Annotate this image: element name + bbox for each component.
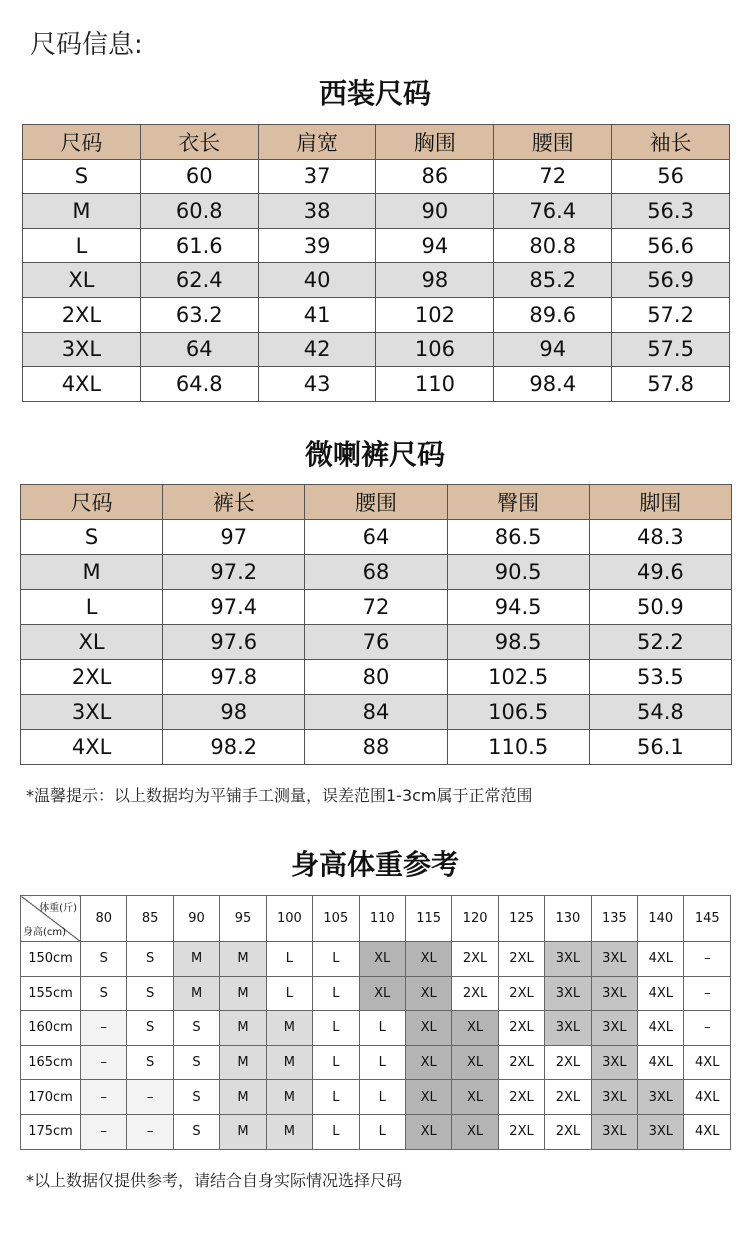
table-row (21, 660, 732, 695)
size-label-cell: S (23, 159, 141, 194)
height-axis-label: 身高(cm) (23, 927, 67, 938)
measurement-cell: 97 (163, 520, 305, 555)
table-row (21, 1045, 731, 1080)
measurement-note: *温馨提示：以上数据均为平铺手工测量，误差范围1-3cm属于正常范围 (26, 786, 533, 805)
recommended-size-cell: M (173, 976, 219, 1011)
measurement-cell: 40 (258, 263, 376, 298)
measurement-cell: 43 (258, 367, 376, 402)
size-label-cell: 4XL (21, 730, 163, 765)
recommended-size-cell: XL (405, 1045, 451, 1080)
size-label-cell: M (21, 555, 163, 590)
table-row (21, 1114, 731, 1149)
measurement-cell: 110 (376, 367, 494, 402)
corner-header-cell (21, 896, 81, 942)
height-row-label: 165cm (21, 1045, 81, 1080)
recommended-size-cell: 3XL (545, 1011, 591, 1046)
recommended-size-cell: M (266, 1045, 312, 1080)
measurement-cell: 61.6 (140, 228, 258, 263)
table-row (21, 1011, 731, 1046)
recommended-size-cell: M (266, 1080, 312, 1115)
height-row-label: 150cm (21, 942, 81, 977)
recommended-size-cell: 3XL (545, 942, 591, 977)
recommended-size-cell: S (173, 1045, 219, 1080)
measurement-cell: 97.8 (163, 660, 305, 695)
recommended-size-cell: XL (405, 1114, 451, 1149)
measurement-cell: 94 (376, 228, 494, 263)
measurement-cell: 41 (258, 297, 376, 332)
size-label-cell: L (21, 590, 163, 625)
recommended-size-cell: – (684, 1011, 731, 1046)
measurement-cell: 98.4 (494, 367, 612, 402)
measurement-cell: 94 (494, 332, 612, 367)
measurement-cell: 98.2 (163, 730, 305, 765)
recommended-size-cell: L (359, 1080, 405, 1115)
recommended-size-cell: L (313, 1114, 359, 1149)
reference-title: 身高体重参考 (290, 848, 459, 881)
recommended-size-cell: 4XL (638, 976, 684, 1011)
measurement-cell: 52.2 (589, 625, 731, 660)
recommended-size-cell: – (127, 1080, 173, 1115)
size-label-cell: M (23, 194, 141, 229)
recommended-size-cell: 3XL (591, 942, 637, 977)
weight-column-header: 100 (266, 896, 312, 942)
recommended-size-cell: XL (405, 1011, 451, 1046)
recommended-size-cell: S (127, 1011, 173, 1046)
recommended-size-cell: 2XL (498, 942, 544, 977)
recommended-size-cell: 2XL (498, 1011, 544, 1046)
size-label-cell: 4XL (23, 367, 141, 402)
recommended-size-cell: M (266, 1114, 312, 1149)
recommended-size-cell: – (81, 1114, 127, 1149)
column-header: 胸围 (376, 125, 494, 160)
recommended-size-cell: 4XL (638, 1011, 684, 1046)
recommended-size-cell: 2XL (545, 1080, 591, 1115)
measurement-cell: 50.9 (589, 590, 731, 625)
measurement-cell: 56.3 (612, 194, 730, 229)
page-heading: 尺码信息: (30, 30, 143, 60)
weight-axis-label: 体重(斤) (39, 903, 77, 914)
measurement-cell: 62.4 (140, 263, 258, 298)
measurement-cell: 56.1 (589, 730, 731, 765)
recommended-size-cell: L (313, 1011, 359, 1046)
recommended-size-cell: XL (452, 1045, 498, 1080)
measurement-cell: 98 (376, 263, 494, 298)
measurement-cell: 97.6 (163, 625, 305, 660)
recommended-size-cell: L (313, 1080, 359, 1115)
weight-column-header: 105 (313, 896, 359, 942)
weight-column-header: 110 (359, 896, 405, 942)
measurement-cell: 54.8 (589, 695, 731, 730)
table-row (21, 1080, 731, 1115)
measurement-cell: 102.5 (447, 660, 589, 695)
recommended-size-cell: S (173, 1114, 219, 1149)
measurement-cell: 86.5 (447, 520, 589, 555)
recommended-size-cell: XL (405, 976, 451, 1011)
measurement-cell: 53.5 (589, 660, 731, 695)
measurement-cell: 106 (376, 332, 494, 367)
recommended-size-cell: S (173, 1011, 219, 1046)
suit-size-title: 西装尺码 (318, 77, 431, 110)
recommended-size-cell: XL (359, 942, 405, 977)
measurement-cell: 37 (258, 159, 376, 194)
measurement-cell: 76.4 (494, 194, 612, 229)
recommended-size-cell: L (313, 976, 359, 1011)
measurement-cell: 57.5 (612, 332, 730, 367)
recommended-size-cell: 2XL (452, 942, 498, 977)
reference-note: *以上数据仅提供参考，请结合自身实际情况选择尺码 (26, 1171, 403, 1190)
recommended-size-cell: 3XL (638, 1080, 684, 1115)
recommended-size-cell: XL (452, 1080, 498, 1115)
recommended-size-cell: L (359, 1114, 405, 1149)
table-row (21, 520, 732, 555)
table-row (21, 555, 732, 590)
pants-size-title: 微喇裤尺码 (304, 438, 445, 471)
table-header-row (21, 485, 732, 520)
recommended-size-cell: S (173, 1080, 219, 1115)
measurement-cell: 110.5 (447, 730, 589, 765)
recommended-size-cell: S (127, 976, 173, 1011)
recommended-size-cell: L (266, 976, 312, 1011)
measurement-cell: 49.6 (589, 555, 731, 590)
recommended-size-cell: S (81, 976, 127, 1011)
recommended-size-cell: L (313, 942, 359, 977)
height-weight-reference-table (20, 895, 731, 1150)
measurement-cell: 72 (494, 159, 612, 194)
measurement-cell: 86 (376, 159, 494, 194)
table-row (21, 942, 731, 977)
column-header: 尺码 (21, 485, 163, 520)
table-row (21, 695, 732, 730)
size-label-cell: L (23, 228, 141, 263)
recommended-size-cell: 2XL (452, 976, 498, 1011)
recommended-size-cell: – (684, 942, 731, 977)
recommended-size-cell: – (127, 1114, 173, 1149)
measurement-cell: 97.2 (163, 555, 305, 590)
size-label-cell: XL (21, 625, 163, 660)
measurement-cell: 48.3 (589, 520, 731, 555)
measurement-cell: 76 (305, 625, 447, 660)
table-row (23, 332, 730, 367)
recommended-size-cell: 3XL (638, 1114, 684, 1149)
measurement-cell: 72 (305, 590, 447, 625)
recommended-size-cell: 4XL (684, 1114, 731, 1149)
weight-column-header: 85 (127, 896, 173, 942)
suit-size-table (22, 124, 730, 402)
column-header: 裤长 (163, 485, 305, 520)
recommended-size-cell: 4XL (684, 1080, 731, 1115)
measurement-cell: 60 (140, 159, 258, 194)
table-row (23, 263, 730, 298)
size-label-cell: XL (23, 263, 141, 298)
measurement-cell: 64.8 (140, 367, 258, 402)
table-row (23, 194, 730, 229)
table-row (23, 159, 730, 194)
recommended-size-cell: XL (359, 976, 405, 1011)
measurement-cell: 80 (305, 660, 447, 695)
table-row (21, 625, 732, 660)
recommended-size-cell: XL (405, 1080, 451, 1115)
recommended-size-cell: 3XL (591, 1114, 637, 1149)
measurement-cell: 89.6 (494, 297, 612, 332)
pants-size-table (20, 484, 732, 765)
measurement-cell: 68 (305, 555, 447, 590)
size-label-cell: 2XL (21, 660, 163, 695)
recommended-size-cell: 3XL (591, 1011, 637, 1046)
measurement-cell: 102 (376, 297, 494, 332)
recommended-size-cell: L (359, 1045, 405, 1080)
measurement-cell: 85.2 (494, 263, 612, 298)
recommended-size-cell: 2XL (545, 1045, 591, 1080)
table-header-row (23, 125, 730, 160)
weight-column-header: 115 (405, 896, 451, 942)
column-header: 肩宽 (258, 125, 376, 160)
recommended-size-cell: 2XL (498, 976, 544, 1011)
weight-column-header: 90 (173, 896, 219, 942)
measurement-cell: 80.8 (494, 228, 612, 263)
column-header: 腰围 (494, 125, 612, 160)
measurement-cell: 39 (258, 228, 376, 263)
measurement-cell: 42 (258, 332, 376, 367)
recommended-size-cell: – (81, 1045, 127, 1080)
measurement-cell: 38 (258, 194, 376, 229)
weight-column-header: 125 (498, 896, 544, 942)
weight-column-header: 140 (638, 896, 684, 942)
column-header: 袖长 (612, 125, 730, 160)
table-header-row (21, 896, 731, 942)
measurement-cell: 56.9 (612, 263, 730, 298)
weight-column-header: 95 (220, 896, 266, 942)
measurement-cell: 64 (305, 520, 447, 555)
table-row (23, 297, 730, 332)
recommended-size-cell: M (266, 1011, 312, 1046)
recommended-size-cell: M (220, 1011, 266, 1046)
recommended-size-cell: 2XL (545, 1114, 591, 1149)
measurement-cell: 56 (612, 159, 730, 194)
measurement-cell: 98.5 (447, 625, 589, 660)
recommended-size-cell: – (81, 1011, 127, 1046)
size-label-cell: 3XL (23, 332, 141, 367)
weight-column-header: 135 (591, 896, 637, 942)
table-row (21, 730, 732, 765)
weight-column-header: 120 (452, 896, 498, 942)
recommended-size-cell: 4XL (684, 1045, 731, 1080)
measurement-cell: 57.8 (612, 367, 730, 402)
measurement-cell: 84 (305, 695, 447, 730)
measurement-cell: 64 (140, 332, 258, 367)
recommended-size-cell: M (220, 942, 266, 977)
weight-column-header: 130 (545, 896, 591, 942)
measurement-cell: 63.2 (140, 297, 258, 332)
recommended-size-cell: – (684, 976, 731, 1011)
size-label-cell: S (21, 520, 163, 555)
recommended-size-cell: M (220, 1114, 266, 1149)
recommended-size-cell: S (127, 1045, 173, 1080)
table-row (23, 367, 730, 402)
recommended-size-cell: M (220, 976, 266, 1011)
recommended-size-cell: 3XL (591, 1045, 637, 1080)
measurement-cell: 90.5 (447, 555, 589, 590)
measurement-cell: 57.2 (612, 297, 730, 332)
recommended-size-cell: L (359, 1011, 405, 1046)
recommended-size-cell: 4XL (638, 942, 684, 977)
recommended-size-cell: S (127, 942, 173, 977)
weight-column-header: 145 (684, 896, 731, 942)
recommended-size-cell: L (266, 942, 312, 977)
recommended-size-cell: XL (452, 1114, 498, 1149)
recommended-size-cell: – (81, 1080, 127, 1115)
recommended-size-cell: XL (405, 942, 451, 977)
height-row-label: 155cm (21, 976, 81, 1011)
column-header: 衣长 (140, 125, 258, 160)
column-header: 脚围 (589, 485, 731, 520)
size-label-cell: 3XL (21, 695, 163, 730)
weight-column-header: 80 (81, 896, 127, 942)
table-row (23, 228, 730, 263)
recommended-size-cell: 3XL (545, 976, 591, 1011)
recommended-size-cell: 2XL (498, 1045, 544, 1080)
column-header: 腰围 (305, 485, 447, 520)
height-row-label: 160cm (21, 1011, 81, 1046)
measurement-cell: 106.5 (447, 695, 589, 730)
recommended-size-cell: XL (452, 1011, 498, 1046)
recommended-size-cell: L (313, 1045, 359, 1080)
size-label-cell: 2XL (23, 297, 141, 332)
height-row-label: 175cm (21, 1114, 81, 1149)
recommended-size-cell: 2XL (498, 1080, 544, 1115)
height-row-label: 170cm (21, 1080, 81, 1115)
measurement-cell: 97.4 (163, 590, 305, 625)
recommended-size-cell: 3XL (591, 1080, 637, 1115)
column-header: 臀围 (447, 485, 589, 520)
measurement-cell: 94.5 (447, 590, 589, 625)
table-row (21, 976, 731, 1011)
column-header: 尺码 (23, 125, 141, 160)
measurement-cell: 88 (305, 730, 447, 765)
recommended-size-cell: 2XL (498, 1114, 544, 1149)
measurement-cell: 60.8 (140, 194, 258, 229)
measurement-cell: 90 (376, 194, 494, 229)
recommended-size-cell: M (173, 942, 219, 977)
recommended-size-cell: M (220, 1045, 266, 1080)
recommended-size-cell: 4XL (638, 1045, 684, 1080)
table-row (21, 590, 732, 625)
measurement-cell: 98 (163, 695, 305, 730)
recommended-size-cell: S (81, 942, 127, 977)
measurement-cell: 56.6 (612, 228, 730, 263)
recommended-size-cell: 3XL (591, 976, 637, 1011)
recommended-size-cell: M (220, 1080, 266, 1115)
